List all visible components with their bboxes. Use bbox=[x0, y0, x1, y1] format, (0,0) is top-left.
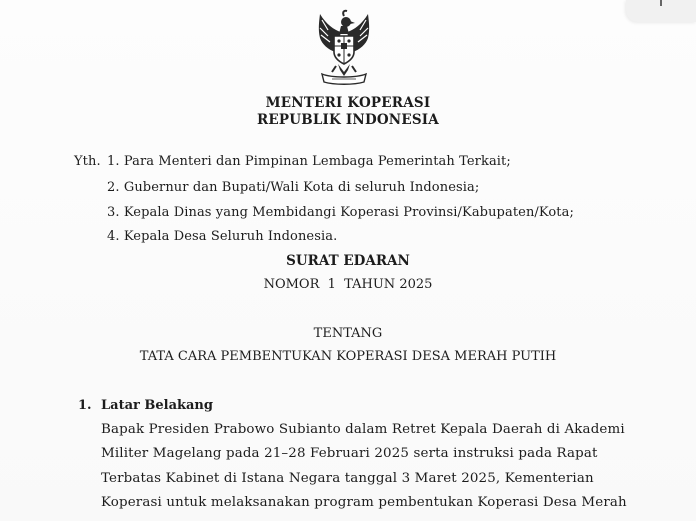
letter-type: SURAT EDARAN bbox=[286, 253, 410, 269]
recipient-item-4: 4. Kepala Desa Seluruh Indonesia. bbox=[107, 229, 338, 244]
section-title: Latar Belakang bbox=[101, 398, 213, 413]
ministry-subtitle: REPUBLIK INDONESIA bbox=[257, 112, 439, 128]
garuda-emblem-icon bbox=[308, 8, 380, 86]
letter-subject: TATA CARA PEMBENTUKAN KOPERASI DESA MERAH PUTIH bbox=[139, 349, 557, 364]
section-number: 1. bbox=[78, 398, 92, 413]
recipient-item-3: 3. Kepala Dinas yang Membidangi Koperasi Provinsi/Kabupaten/Kota; bbox=[107, 205, 574, 220]
paragraph-line-1: Bapak Presiden Prabowo Subianto dalam Retret Kepala Daerah di Akademi bbox=[101, 422, 625, 437]
recipient-item-1: 1. Para Menteri dan Pimpinan Lembaga Pemerintah Terkait; bbox=[107, 154, 511, 169]
paragraph-line-3: Terbatas Kabinet di Istana Negara tanggal 3 Maret 2025, Kementerian bbox=[101, 471, 594, 486]
paragraph-line-4: Koperasi untuk melaksanakan program pembentukan Koperasi Desa Merah bbox=[101, 495, 627, 510]
corner-mark bbox=[660, 0, 662, 6]
ministry-title: MENTERI KOPERASI bbox=[265, 95, 431, 111]
about-label: TENTANG bbox=[313, 326, 383, 341]
letter-number: NOMOR 1 TAHUN 2025 bbox=[263, 277, 433, 292]
page-corner-tab bbox=[626, 0, 696, 22]
paragraph-line-2: Militer Magelang pada 21–28 Februari 2025 serta instruksi pada Rapat bbox=[101, 446, 598, 461]
recipient-item-2: 2. Gubernur dan Bupati/Wali Kota di seluruh Indonesia; bbox=[107, 180, 480, 195]
recipients-prefix: Yth. bbox=[74, 154, 101, 169]
